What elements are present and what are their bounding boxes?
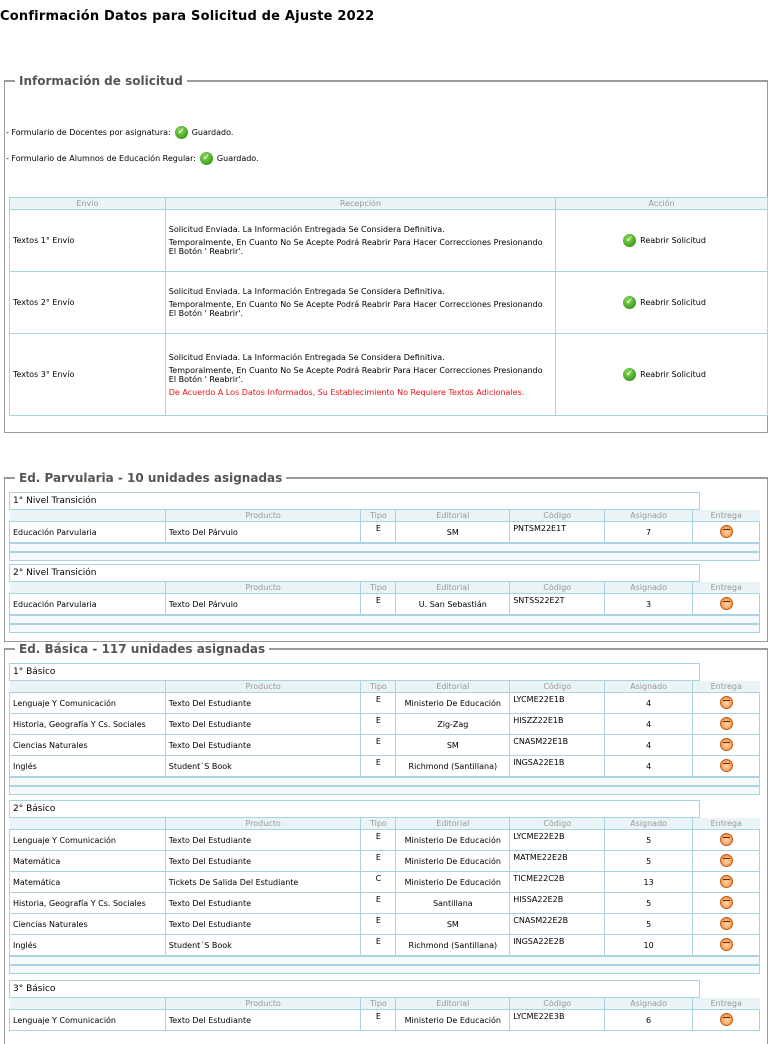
recepcion-cell (165, 272, 555, 334)
nivel-block (9, 663, 768, 795)
asignatura-cell: Lenguaje Y Comunicación (10, 693, 166, 714)
nivel-spacer (9, 624, 760, 633)
envio-row (10, 272, 768, 334)
entrega-face-icon[interactable] (720, 875, 733, 888)
asignado-cell: 3 (605, 594, 693, 615)
table-row (10, 756, 760, 777)
header-editorial: Editorial (396, 510, 510, 522)
header-asignado: Asignado (605, 582, 693, 594)
codigo-cell: INGSA22E1B (510, 756, 605, 777)
producto-cell: Texto Del Estudiante (165, 693, 361, 714)
note-label: - Formulario de Alumnos de Educación Regular: (6, 154, 196, 163)
entrega-face-icon[interactable] (720, 917, 733, 930)
entrega-cell (693, 594, 760, 615)
entrega-cell (693, 914, 760, 935)
producto-cell: Texto Del Estudiante (165, 830, 361, 851)
header-tipo: Tipo (361, 510, 396, 522)
asignatura-cell: Historia, Geografía Y Cs. Sociales (10, 893, 166, 914)
reabrir-solicitud-button[interactable] (559, 368, 764, 381)
header-producto: Producto (165, 582, 361, 594)
entrega-cell (693, 735, 760, 756)
header-envio: Envío (10, 198, 166, 210)
nivel-block (9, 492, 768, 561)
asignado-cell: 10 (605, 935, 693, 956)
nivel-spacer (9, 615, 760, 624)
header-asignado: Asignado (605, 681, 693, 693)
header-asignado: Asignado (605, 998, 693, 1010)
entrega-face-icon[interactable] (720, 597, 733, 610)
header-tipo: Tipo (361, 582, 396, 594)
header-accion: Acción (556, 198, 768, 210)
table-row (10, 693, 760, 714)
tipo-cell: E (361, 1010, 396, 1031)
nivel-title: 1° Básico (9, 663, 700, 681)
entrega-cell (693, 872, 760, 893)
entrega-cell (693, 693, 760, 714)
reabrir-label: Reabrir Solicitud (640, 298, 706, 307)
entrega-cell (693, 1010, 760, 1031)
asignatura-cell: Historia, Geografía Y Cs. Sociales (10, 714, 166, 735)
codigo-cell: CNASM22E2B (510, 914, 605, 935)
entrega-cell (693, 522, 760, 543)
editorial-cell: Ministerio De Educación (396, 693, 510, 714)
tipo-cell: E (361, 735, 396, 756)
note-docentes (6, 126, 233, 139)
check-icon: ✓ (175, 126, 188, 139)
header-asignado: Asignado (605, 818, 693, 830)
nivel-spacer (9, 777, 760, 786)
entrega-cell (693, 935, 760, 956)
asignatura-cell: Lenguaje Y Comunicación (10, 1010, 166, 1031)
asignado-cell: 5 (605, 893, 693, 914)
editorial-cell: SM (396, 735, 510, 756)
header-entrega: Entrega (693, 510, 760, 522)
header-tipo: Tipo (361, 998, 396, 1010)
nivel-title: 2° Básico (9, 800, 700, 818)
tipo-cell: E (361, 851, 396, 872)
recepcion-cell (165, 334, 555, 416)
recepcion-line: Solicitud Enviada. La Información Entregada Se Considera Definitiva. (168, 287, 445, 296)
asignatura-cell: Inglés (10, 756, 166, 777)
codigo-cell: INGSA22E2B (510, 935, 605, 956)
header-editorial: Editorial (396, 998, 510, 1010)
asignatura-cell: Inglés (10, 935, 166, 956)
asignatura-cell: Educación Parvularia (10, 522, 166, 543)
codigo-cell: HISZZ22E1B (510, 714, 605, 735)
nivel-spacer (9, 965, 760, 974)
producto-cell: Texto Del Estudiante (165, 735, 361, 756)
tipo-cell: E (361, 756, 396, 777)
codigo-cell: LYCME22E1B (510, 693, 605, 714)
header-blank (10, 998, 166, 1010)
entrega-cell (693, 756, 760, 777)
reabrir-solicitud-button[interactable] (559, 296, 764, 309)
asignado-cell: 6 (605, 1010, 693, 1031)
tipo-cell: E (361, 830, 396, 851)
nivel-spacer (9, 956, 760, 965)
editorial-cell: SM (396, 914, 510, 935)
header-codigo: Código (510, 681, 605, 693)
note-status: Guardado. (216, 154, 259, 163)
nivel-spacer (9, 552, 760, 561)
entrega-face-icon[interactable] (720, 525, 733, 538)
header-producto: Producto (165, 681, 361, 693)
header-recepcion: Recepción (165, 198, 555, 210)
table-row (10, 522, 760, 543)
entrega-face-icon[interactable] (720, 759, 733, 772)
producto-cell: Texto Del Estudiante (165, 914, 361, 935)
nivel-spacer (9, 543, 760, 552)
reabrir-solicitud-button[interactable] (559, 234, 764, 247)
asignado-cell: 5 (605, 830, 693, 851)
recepcion-line: Temporalmente, En Cuanto No Se Acepte Podrá Reabrir Para Hacer Correcciones Presionando El Botón ' Reabrir'. (168, 238, 543, 256)
asignatura-cell: Matemática (10, 851, 166, 872)
producto-cell: Texto Del Párvulo (165, 522, 361, 543)
header-tipo: Tipo (361, 818, 396, 830)
header-asignado: Asignado (605, 510, 693, 522)
asignatura-cell: Lenguaje Y Comunicación (10, 830, 166, 851)
asignatura-cell: Ciencias Naturales (10, 735, 166, 756)
editorial-cell: U. San Sebastián (396, 594, 510, 615)
header-codigo: Código (510, 818, 605, 830)
header-tipo: Tipo (361, 681, 396, 693)
header-blank (10, 582, 166, 594)
check-icon: ✓ (623, 234, 636, 247)
asignado-cell: 4 (605, 735, 693, 756)
nivel-block (9, 980, 768, 1031)
producto-cell: Texto Del Párvulo (165, 594, 361, 615)
table-row (10, 714, 760, 735)
entrega-face-icon[interactable] (720, 717, 733, 730)
producto-cell: Texto Del Estudiante (165, 893, 361, 914)
codigo-cell: MATME22E2B (510, 851, 605, 872)
header-blank (10, 818, 166, 830)
editorial-cell: Santillana (396, 893, 510, 914)
recepcion-line: Solicitud Enviada. La Información Entregada Se Considera Definitiva. (168, 352, 445, 362)
solicitud-legend: Información de solicitud (19, 74, 183, 88)
tipo-cell: E (361, 522, 396, 543)
envio-cell: Textos 2° Envío (10, 272, 166, 334)
recepcion-line: Solicitud Enviada. La Información Entregada Se Considera Definitiva. (168, 225, 445, 234)
tipo-cell: E (361, 893, 396, 914)
note-label: - Formulario de Docentes por asignatura: (6, 128, 171, 137)
tipo-cell: E (361, 714, 396, 735)
header-entrega: Entrega (693, 998, 760, 1010)
reabrir-label: Reabrir Solicitud (640, 236, 706, 245)
codigo-cell: LYCME22E2B (510, 830, 605, 851)
editorial-cell: Ministerio De Educación (396, 830, 510, 851)
accion-cell (556, 210, 768, 272)
entrega-cell (693, 851, 760, 872)
recepcion-warning: De Acuerdo A Los Datos Informados, Su Establecimiento No Requiere Textos Adicionales. (168, 387, 525, 397)
recepcion-cell (165, 210, 555, 272)
table-row (10, 935, 760, 956)
asignado-cell: 4 (605, 756, 693, 777)
table-row (10, 830, 760, 851)
entrega-cell (693, 830, 760, 851)
tipo-cell: E (361, 594, 396, 615)
envio-table (9, 197, 768, 416)
entrega-face-icon[interactable] (720, 854, 733, 867)
producto-cell: Student´S Book (165, 935, 361, 956)
envio-cell: Textos 3° Envío (10, 334, 166, 416)
tipo-cell: E (361, 914, 396, 935)
header-entrega: Entrega (693, 582, 760, 594)
editorial-cell: Richmond (Santillana) (396, 756, 510, 777)
note-alumnos (6, 152, 259, 165)
productos-table (9, 998, 760, 1031)
asignado-cell: 4 (605, 714, 693, 735)
header-producto: Producto (165, 818, 361, 830)
accion-cell (556, 272, 768, 334)
nivel-title: 2° Nivel Transición (9, 564, 700, 582)
entrega-cell (693, 893, 760, 914)
nivel-title: 1° Nivel Transición (9, 492, 700, 510)
editorial-cell: Ministerio De Educación (396, 1010, 510, 1031)
codigo-cell: SNTSS22E2T (510, 594, 605, 615)
entrega-cell (693, 714, 760, 735)
nivel-block (9, 564, 768, 633)
basica-legend: Ed. Básica - 117 unidades asignadas (19, 642, 266, 656)
producto-cell: Texto Del Estudiante (165, 851, 361, 872)
header-codigo: Código (510, 582, 605, 594)
productos-table (9, 818, 760, 956)
table-row (10, 1010, 760, 1031)
tipo-cell: E (361, 693, 396, 714)
codigo-cell: TICME22C2B (510, 872, 605, 893)
check-icon: ✓ (623, 296, 636, 309)
header-editorial: Editorial (396, 582, 510, 594)
asignado-cell: 5 (605, 851, 693, 872)
codigo-cell: HISSA22E2B (510, 893, 605, 914)
producto-cell: Tickets De Salida Del Estudiante (165, 872, 361, 893)
asignado-cell: 5 (605, 914, 693, 935)
codigo-cell: CNASM22E1B (510, 735, 605, 756)
productos-table (9, 681, 760, 777)
header-blank (10, 681, 166, 693)
asignado-cell: 7 (605, 522, 693, 543)
envio-row (10, 210, 768, 272)
asignado-cell: 4 (605, 693, 693, 714)
entrega-face-icon[interactable] (720, 696, 733, 709)
header-entrega: Entrega (693, 818, 760, 830)
asignatura-cell: Educación Parvularia (10, 594, 166, 615)
tipo-cell: E (361, 935, 396, 956)
header-codigo: Código (510, 998, 605, 1010)
accion-cell (556, 334, 768, 416)
table-row (10, 914, 760, 935)
table-row (10, 594, 760, 615)
productos-table (9, 510, 760, 543)
producto-cell: Student´S Book (165, 756, 361, 777)
table-row (10, 872, 760, 893)
page-title: Confirmación Datos para Solicitud de Ajuste 2022 (0, 9, 375, 24)
recepcion-line: Temporalmente, En Cuanto No Se Acepte Podrá Reabrir Para Hacer Correcciones Presionando El Botón ' Reabrir'. (168, 300, 543, 318)
editorial-cell: Ministerio De Educación (396, 872, 510, 893)
nivel-block (9, 800, 768, 974)
header-blank (10, 510, 166, 522)
check-icon: ✓ (200, 152, 213, 165)
asignatura-cell: Ciencias Naturales (10, 914, 166, 935)
editorial-cell: SM (396, 522, 510, 543)
header-entrega: Entrega (693, 681, 760, 693)
envio-cell: Textos 1° Envío (10, 210, 166, 272)
recepcion-line: Temporalmente, En Cuanto No Se Acepte Podrá Reabrir Para Hacer Correcciones Presionando El Botón ' Reabrir'. (168, 365, 543, 384)
table-row (10, 735, 760, 756)
entrega-face-icon[interactable] (720, 938, 733, 951)
codigo-cell: PNTSM22E1T (510, 522, 605, 543)
header-editorial: Editorial (396, 681, 510, 693)
header-codigo: Código (510, 510, 605, 522)
editorial-cell: Richmond (Santillana) (396, 935, 510, 956)
editorial-cell: Zig-Zag (396, 714, 510, 735)
header-producto: Producto (165, 510, 361, 522)
envio-row (10, 334, 768, 416)
entrega-face-icon[interactable] (720, 833, 733, 846)
table-row (10, 893, 760, 914)
parvularia-legend: Ed. Parvularia - 10 unidades asignadas (19, 471, 283, 485)
asignatura-cell: Matemática (10, 872, 166, 893)
editorial-cell: Ministerio De Educación (396, 851, 510, 872)
asignado-cell: 13 (605, 872, 693, 893)
entrega-face-icon[interactable] (720, 896, 733, 909)
header-editorial: Editorial (396, 818, 510, 830)
header-producto: Producto (165, 998, 361, 1010)
producto-cell: Texto Del Estudiante (165, 714, 361, 735)
codigo-cell: LYCME22E3B (510, 1010, 605, 1031)
nivel-spacer (9, 786, 760, 795)
productos-table (9, 582, 760, 615)
producto-cell: Texto Del Estudiante (165, 1010, 361, 1031)
entrega-face-icon[interactable] (720, 738, 733, 751)
table-row (10, 851, 760, 872)
reabrir-label: Reabrir Solicitud (640, 370, 706, 379)
nivel-title: 3° Básico (9, 980, 700, 998)
note-status: Guardado. (191, 128, 234, 137)
check-icon: ✓ (623, 368, 636, 381)
tipo-cell: C (361, 872, 396, 893)
